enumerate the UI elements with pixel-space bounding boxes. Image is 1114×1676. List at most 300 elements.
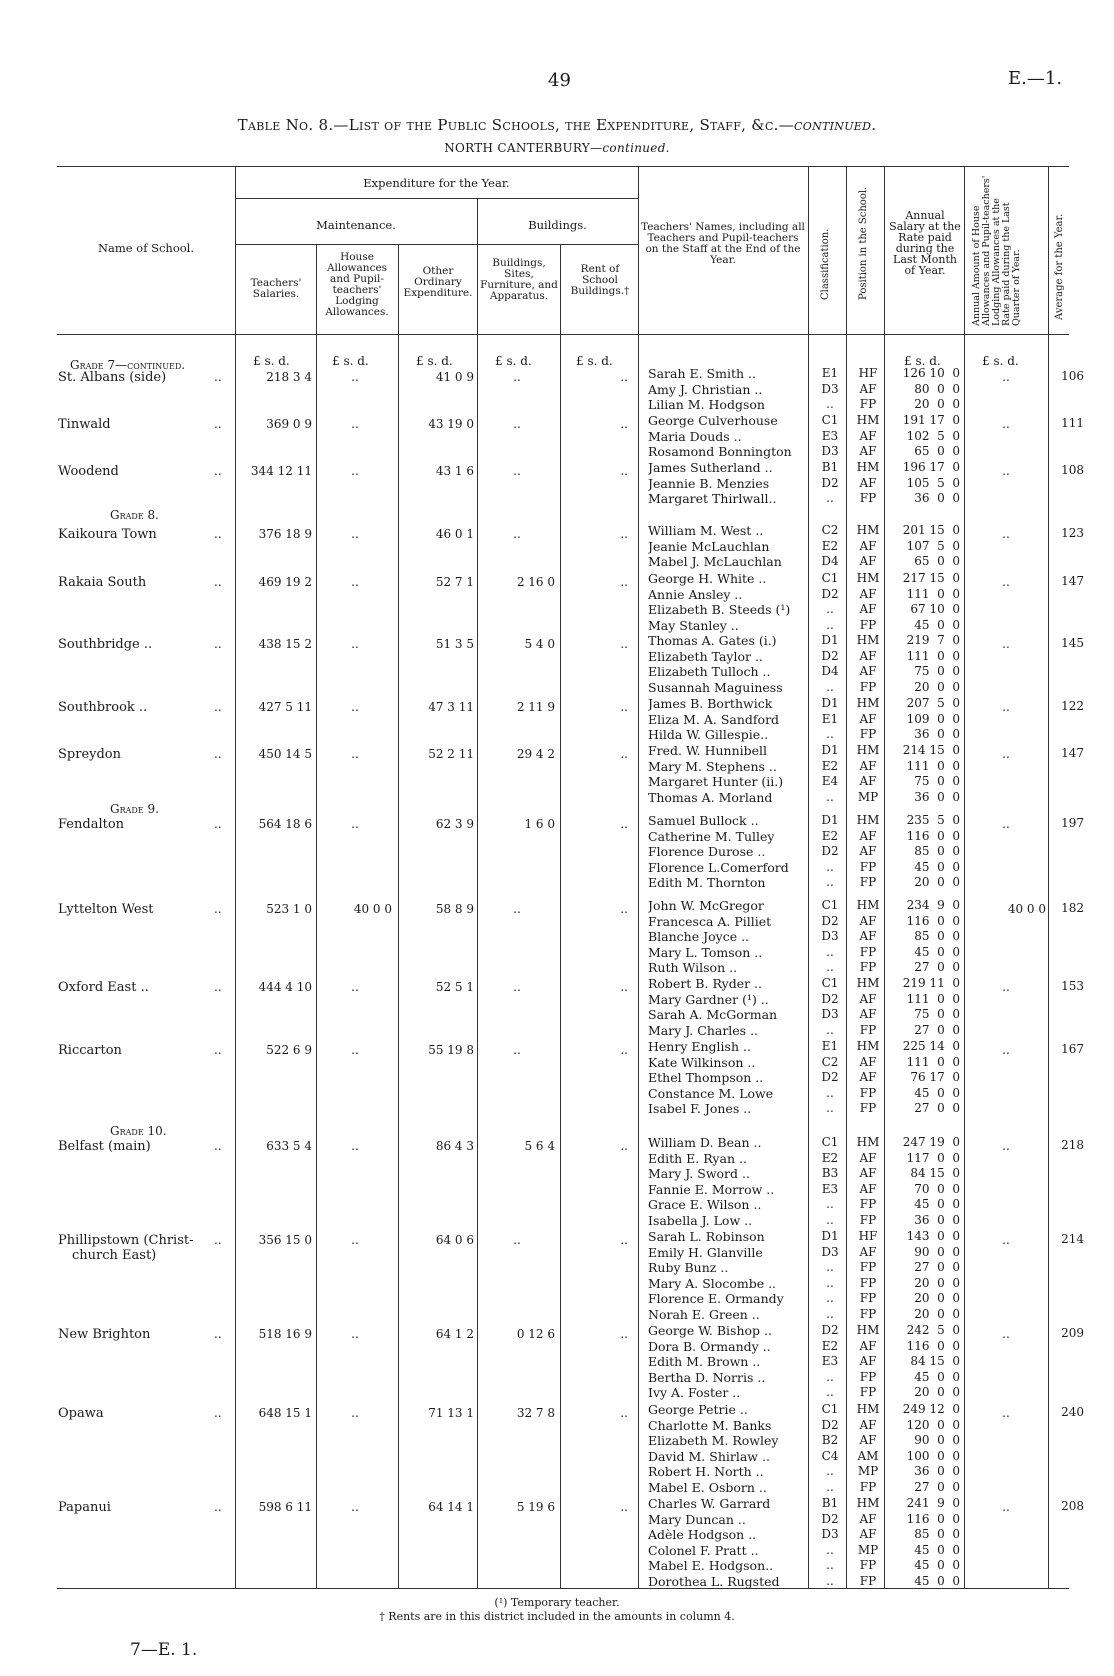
teacher-salary: 45 0 0 [914,617,960,632]
teacher-classification: .. [826,1573,834,1588]
teacher-position: AF [859,602,877,616]
teacher-position: MP [857,789,879,804]
allowances-amount: .. [1002,1406,1010,1420]
teacher-position: FP [859,679,877,694]
teacher-name: William M. West .. [648,523,764,538]
teacher-salary: 20 0 0 [914,397,960,411]
teacher-name: Grace E. Wilson .. [648,1197,762,1212]
page-number: 49 [548,70,571,91]
teacher-name: Bertha D. Norris .. [648,1369,766,1385]
teacher-position: FP [859,1275,877,1290]
house-allowances: .. [351,1406,359,1420]
teacher-position: AF [859,475,877,490]
teacher-classification: E3 [821,1181,839,1196]
teacher-salary: 247 19 0 [902,1135,960,1149]
teacher-salary: 111 0 0 [906,758,960,773]
teacher-position: AF [859,1150,877,1165]
teacher-position: AF [859,1070,877,1084]
buildings-sites: 0 12 6 [516,1327,555,1341]
teacher-classification: D2 [821,1070,839,1084]
teacher-name: Norah E. Green .. [648,1306,760,1322]
buildings-sites: .. [513,902,521,916]
teacher-name: Edith E. Ryan .. [648,1150,747,1166]
teacher-position: AF [859,1166,877,1180]
teacher-salary: 20 0 0 [914,875,960,889]
teacher-position: FP [859,1260,877,1274]
house-allowances: .. [351,747,359,761]
teacher-classification: .. [826,1085,834,1100]
rule-v4 [477,198,478,1588]
teachers-salaries: 522 6 9 [266,1043,312,1057]
other-expenditure: 58 8 9 [435,902,474,916]
teacher-position: FP [859,1306,877,1321]
teacher-classification: .. [826,859,834,874]
teachers-salaries: 218 3 4 [266,370,312,384]
teacher-salary: 85 0 0 [914,929,960,943]
teacher-position: HM [856,571,880,585]
teacher-position: AF [859,1054,877,1069]
teacher-position: HM [856,898,880,912]
teacher-name: Adèle Hodgson .. [648,1527,757,1542]
teacher-classification: D2 [821,991,839,1006]
school-name: Oxford East .. [58,980,149,995]
teacher-salary: 90 0 0 [914,1433,960,1447]
teacher-position: FP [859,1022,877,1037]
header-bsites: Buildings, Sites, Furniture, and Apparatus. [480,257,558,302]
teacher-salary: 143 0 0 [906,1229,960,1243]
teacher-name: Kate Wilkinson .. [648,1054,756,1070]
header-house: House Allowances and Pupil-teachers' Lodging Allowances. [325,251,389,318]
average-attendance: 122 [1061,699,1084,713]
grade-heading: Grade 9. [110,802,159,816]
school-name: Opawa [58,1406,104,1421]
allowances-amount: .. [1002,747,1010,761]
leader-dots: .. [214,464,222,478]
teacher-classification: B2 [821,1433,839,1447]
average-attendance: 240 [1061,1405,1084,1419]
teacher-position: AF [859,586,877,601]
teacher-salary: 242 5 0 [906,1323,960,1337]
buildings-sites: .. [513,417,521,431]
teacher-name: Jeannie B. Menzies [648,475,770,491]
buildings-sites: .. [513,1233,521,1247]
rule-top [57,166,1069,167]
teacher-classification: D2 [821,913,839,928]
teacher-salary: 45 0 0 [914,1369,960,1384]
teacher-classification: D3 [821,929,839,943]
teacher-name: James Sutherland .. [648,460,773,475]
teacher-name: Robert B. Ryder .. [648,976,762,991]
leader-dots: .. [214,527,222,541]
average-attendance: 208 [1061,1499,1084,1513]
teacher-classification: .. [826,1291,834,1305]
leader-dots: .. [214,1406,222,1420]
teacher-position: HF [858,1229,878,1243]
teacher-position: FP [859,1573,877,1588]
teacher-position: AF [859,1433,877,1447]
teacher-classification: D3 [821,1244,839,1259]
teacher-name: Henry English .. [648,1039,751,1054]
header-allow: Annual Amount of House Allowances and Pupil-teachers' Lodging Allowances at the Rate paid during the Last Quarter of Year. [971,175,1022,326]
teacher-classification: C1 [821,413,839,427]
teacher-classification: .. [826,1385,834,1399]
teacher-salary: 117 0 0 [906,1150,960,1165]
teacher-salary: 27 0 0 [914,1260,960,1274]
teacher-classification: .. [826,617,834,632]
teacher-position: HM [856,413,880,427]
teachers-salaries: 438 15 2 [258,637,312,651]
leader-dots: .. [214,1500,222,1514]
teacher-classification: B1 [821,460,839,474]
header-salaries: Teachers' Salaries. [250,277,302,300]
teacher-name: Rosamond Bonnington [648,444,792,459]
rent-buildings: .. [620,1406,628,1420]
leader-dots: .. [214,747,222,761]
allowances-amount: .. [1002,1233,1010,1247]
leader-dots: .. [214,1043,222,1057]
table-subtitle-main: NORTH CANTERBURY— [444,141,603,155]
teacher-salary: 75 0 0 [914,774,960,788]
teacher-name: Sarah A. McGorman [648,1007,778,1022]
teacher-position: FP [859,960,877,974]
teacher-position: AF [859,929,877,943]
header-position: Position in the School. [858,186,869,300]
rent-buildings: .. [620,575,628,589]
teacher-name: Edith M. Thornton [648,875,766,890]
teacher-salary: 105 5 0 [906,475,960,490]
teacher-salary: 75 0 0 [914,664,960,678]
allowances-amount: .. [1002,527,1010,541]
teacher-classification: C1 [821,571,839,585]
teacher-name: Dora B. Ormandy .. [648,1338,771,1354]
teacher-name: William D. Bean .. [648,1135,762,1150]
teacher-position: AF [859,1007,877,1021]
allowances-amount: .. [1002,1500,1010,1514]
school-name: Phillipstown (Christ- [58,1233,194,1248]
school-name: Southbrook .. [58,700,148,715]
teacher-position: AF [859,428,877,443]
grade-heading: Grade 10. [110,1124,167,1138]
teacher-salary: 20 0 0 [914,1385,960,1399]
teachers-salaries: 444 4 10 [258,980,312,994]
school-name: Woodend [58,464,119,479]
teacher-classification: D3 [821,1007,839,1021]
teacher-classification: D2 [821,1511,839,1526]
average-attendance: 108 [1061,463,1084,477]
teacher-name: Isabel F. Jones .. [648,1101,752,1116]
teacher-salary: 107 5 0 [906,538,960,553]
unit-rent: £ s. d. [576,354,613,368]
teacher-salary: 36 0 0 [914,491,960,505]
house-allowances: .. [351,370,359,384]
teacher-salary: 201 15 0 [902,523,960,537]
rent-buildings: .. [620,1043,628,1057]
unit-salaries: £ s. d. [253,354,290,368]
school-name: Southbridge .. [58,637,153,652]
teacher-classification: .. [826,944,834,959]
other-expenditure: 62 3 9 [435,817,474,831]
school-name: Fendalton [58,817,125,832]
teacher-name: Mary L. Tomson .. [648,944,763,960]
teacher-salary: 109 0 0 [906,711,960,726]
teacher-position: AF [859,1244,877,1259]
teacher-salary: 126 10 0 [902,366,960,380]
teacher-classification: E4 [821,774,839,788]
rent-buildings: .. [620,1500,628,1514]
other-expenditure: 43 19 0 [428,417,474,431]
allowances-amount: .. [1002,575,1010,589]
header-annual: Annual Salary at the Rate paid during the Last Month of Year. [889,209,961,277]
teacher-salary: 20 0 0 [914,1291,960,1305]
teachers-salaries: 469 19 2 [258,575,312,589]
average-attendance: 167 [1061,1042,1084,1056]
teacher-position: AF [859,664,877,678]
unit-house: £ s. d. [332,354,369,368]
teacher-salary: 116 0 0 [906,1338,960,1353]
other-expenditure: 64 1 2 [435,1327,474,1341]
teachers-salaries: 523 1 0 [266,902,312,916]
table-subtitle-continued: continued. [602,141,670,155]
teacher-salary: 45 0 0 [914,944,960,959]
teacher-classification: D2 [821,586,839,601]
teacher-salary: 102 5 0 [906,428,960,443]
teacher-classification: E2 [821,1150,839,1165]
teacher-name: Ruby Bunz .. [648,1260,729,1275]
teacher-classification: .. [826,1558,834,1572]
school-name: Belfast (main) [58,1139,151,1154]
allowances-amount: .. [1002,1043,1010,1057]
allowances-amount: .. [1002,464,1010,478]
teacher-salary: 45 0 0 [914,1197,960,1211]
teacher-name: Charles W. Garrard [648,1496,771,1511]
other-expenditure: 41 0 9 [435,370,474,384]
teacher-position: HM [856,633,880,647]
teacher-classification: D3 [821,381,839,396]
teacher-classification: E1 [821,366,839,380]
buildings-sites: .. [513,464,521,478]
rent-buildings: .. [620,817,628,831]
house-allowances: .. [351,700,359,714]
teacher-salary: 214 15 0 [902,743,960,757]
teacher-salary: 219 11 0 [902,976,960,990]
teachers-salaries: 648 15 1 [258,1406,312,1420]
buildings-sites: 5 6 4 [524,1139,555,1153]
leader-dots: .. [214,700,222,714]
teacher-name: Constance M. Lowe [648,1085,774,1101]
teacher-name: Amy J. Christian .. [648,381,763,397]
unit-allow: £ s. d. [982,354,1019,368]
other-expenditure: 51 3 5 [435,637,474,651]
teacher-salary: 217 15 0 [902,571,960,585]
leader-dots: .. [214,1139,222,1153]
teacher-position: FP [859,397,877,411]
page-code: E.—1. [1008,68,1063,89]
teachers-salaries: 369 0 9 [266,417,312,431]
teacher-classification: .. [826,1542,834,1557]
buildings-sites: .. [513,1043,521,1057]
teacher-classification: .. [826,789,834,804]
buildings-sites: 2 11 9 [516,700,555,714]
teacher-salary: 76 17 0 [910,1070,960,1084]
teacher-name: Isabella J. Low .. [648,1212,753,1228]
teacher-position: FP [859,944,877,959]
teacher-classification: .. [826,1464,834,1478]
footnote-temporary: (¹) Temporary teacher. [494,1596,620,1609]
teacher-name: Margaret Hunter (ii.) [648,774,784,789]
school-name: New Brighton [58,1327,151,1342]
teacher-name: George H. White .. [648,571,767,586]
school-name: Tinwald [58,417,111,432]
teacher-position: AM [857,1448,879,1463]
teacher-name: Charlotte M. Banks [648,1417,772,1433]
house-allowances: .. [351,1139,359,1153]
school-name: Papanui [58,1500,111,1515]
teacher-position: MP [857,1464,879,1478]
teacher-salary: 70 0 0 [914,1181,960,1196]
teacher-name: Elizabeth B. Steeds (¹) [648,602,791,617]
header-classification: Classification. [820,228,831,300]
teacher-classification: .. [826,1275,834,1290]
teacher-position: HF [858,366,878,380]
rent-buildings: .. [620,700,628,714]
other-expenditure: 64 0 6 [435,1233,474,1247]
teacher-classification: D1 [821,1229,839,1243]
teacher-name: Thomas A. Gates (i.) [648,633,777,648]
allowances-amount: .. [1002,370,1010,384]
teacher-salary: 20 0 0 [914,679,960,694]
teacher-name: George Petrie .. [648,1402,748,1417]
allowances-amount: .. [1002,817,1010,831]
average-attendance: 147 [1061,746,1084,760]
school-name: St. Albans (side) [58,370,167,385]
buildings-sites: .. [513,980,521,994]
teacher-classification: E2 [821,758,839,773]
teacher-position: AF [859,554,877,568]
footnote-rents: † Rents are in this district included in the amounts in column 4. [379,1610,735,1623]
teacher-classification: E1 [821,1039,839,1053]
buildings-sites: .. [513,370,521,384]
other-expenditure: 64 14 1 [428,1500,474,1514]
teacher-position: AF [859,758,877,773]
teacher-salary: 80 0 0 [914,381,960,396]
school-name: Kaikoura Town [58,527,157,542]
house-allowances: .. [351,527,359,541]
footer-code: 7—E. 1. [130,1640,198,1660]
teacher-name: Mabel E. Osborn .. [648,1479,767,1495]
unit-bsites: £ s. d. [495,354,532,368]
teacher-salary: 196 17 0 [902,460,960,474]
header-buildings: Buildings. [528,218,587,232]
leader-dots: .. [214,637,222,651]
house-allowances: .. [351,817,359,831]
school-name: Riccarton [58,1043,122,1058]
teacher-salary: 84 15 0 [910,1166,960,1180]
teacher-classification: D2 [821,1417,839,1432]
teacher-position: AF [859,1354,877,1368]
teacher-name: Susannah Maguiness [648,679,783,695]
buildings-sites: 5 19 6 [516,1500,555,1514]
leader-dots: .. [214,980,222,994]
teacher-name: Florence E. Ormandy [648,1291,784,1306]
teacher-classification: .. [826,1101,834,1115]
teacher-salary: 111 0 0 [906,991,960,1006]
teacher-name: Annie Ansley .. [648,586,743,602]
teacher-classification: D3 [821,1527,839,1541]
teachers-salaries: 633 5 4 [266,1139,312,1153]
teacher-salary: 116 0 0 [906,913,960,928]
teacher-classification: B1 [821,1496,839,1510]
average-attendance: 197 [1061,816,1084,830]
teacher-classification: D1 [821,813,839,827]
teacher-classification: C2 [821,1054,839,1069]
teacher-name: Mary Gardner (¹) .. [648,991,769,1007]
teacher-name: Samuel Bullock .. [648,813,759,828]
teachers-salaries: 518 16 9 [258,1327,312,1341]
average-attendance: 153 [1061,979,1084,993]
teacher-name: Dorothea L. Rugsted [648,1573,780,1589]
header-maintenance: Maintenance. [316,218,396,232]
teacher-salary: 249 12 0 [902,1402,960,1416]
teacher-position: AF [859,711,877,726]
other-expenditure: 52 2 11 [428,747,474,761]
teacher-position: AF [859,444,877,458]
teacher-classification: .. [826,397,834,411]
teacher-position: FP [859,1197,877,1211]
rule-v5 [560,244,561,1588]
buildings-sites: 5 4 0 [524,637,555,651]
teacher-position: HM [856,1402,880,1416]
teacher-position: MP [857,1542,879,1557]
average-attendance: 214 [1061,1232,1084,1246]
teacher-classification: .. [826,1197,834,1211]
teacher-salary: 207 5 0 [906,696,960,710]
teacher-name: Elizabeth Tulloch .. [648,664,771,679]
teacher-classification: D2 [821,1323,839,1337]
teacher-position: FP [859,1369,877,1384]
teachers-salaries: 356 15 0 [258,1233,312,1247]
teacher-classification: E3 [821,428,839,443]
school-name-cont: church East) [72,1248,157,1263]
teacher-name: Sarah L. Robinson [648,1229,765,1244]
teacher-name: Mary J. Charles .. [648,1022,759,1038]
teachers-salaries: 598 6 11 [258,1500,312,1514]
teacher-classification: .. [826,727,834,741]
teacher-position: AF [859,1527,877,1541]
teacher-position: AF [859,1417,877,1432]
leader-dots: .. [214,370,222,384]
rent-buildings: .. [620,1327,628,1341]
teacher-classification: .. [826,1369,834,1384]
allowances-amount: .. [1002,1327,1010,1341]
teacher-salary: 234 9 0 [906,898,960,912]
teacher-classification: C1 [821,1402,839,1416]
teacher-name: Maria Douds .. [648,428,742,444]
teacher-name: Margaret Thirlwall.. [648,491,777,506]
rule-v10 [964,166,965,1588]
teacher-salary: 219 7 0 [906,633,960,647]
teacher-classification: C1 [821,898,839,912]
teacher-classification: C2 [821,523,839,537]
teacher-name: Mary Duncan .. [648,1511,746,1527]
teacher-name: John W. McGregor [648,898,764,913]
other-expenditure: 52 7 1 [435,575,474,589]
average-attendance: 111 [1061,416,1084,430]
teacher-salary: 36 0 0 [914,789,960,804]
teacher-classification: E2 [821,538,839,553]
rule-header-bottom [57,334,1069,335]
rent-buildings: .. [620,464,628,478]
rule-maintenance [235,244,638,245]
